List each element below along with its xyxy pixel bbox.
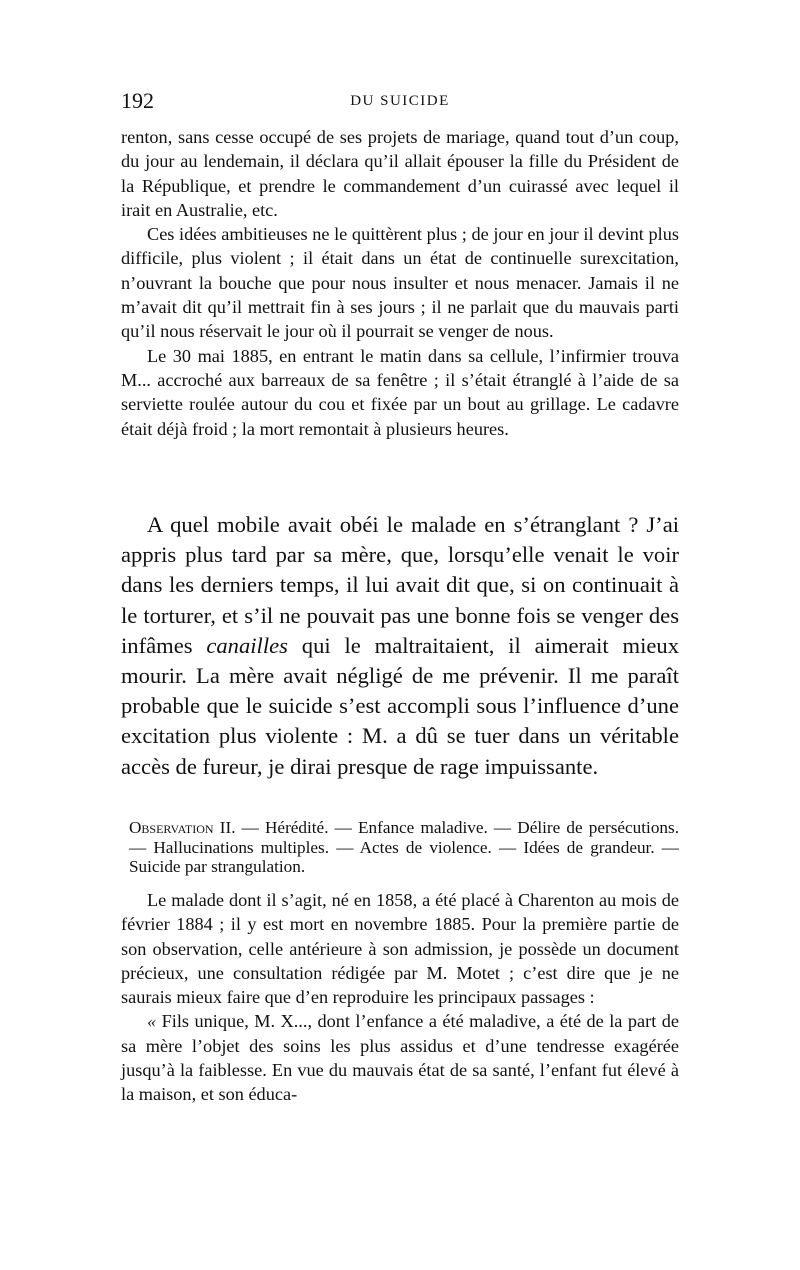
running-title: DU SUICIDE <box>350 93 450 109</box>
paragraph-motive <box>121 510 679 782</box>
paragraph-case-intro: Le malade dont il s’agit, né en 1858, a été placé à Charenton au mois de février 1884 ; il y est mort en novembre 1885. Pour la première partie de son observation, celle antérieure à son admission, je possède un document précieux, une consultation rédigée par M. Motet ; c’est dire que je ne saurais mieux faire que d’en reproduire les principaux passages : <box>121 890 679 1008</box>
observation-heading-block <box>121 818 679 877</box>
paragraph-ambitious-ideas: Ces idées ambitieuses ne le quittèrent plus ; de jour en jour il devint plus difficile, plus violent ; il était dans un état de continuelle surexcitation, n’ouvrant la bouche que pour nous insulter et nous menacer. Jamais il ne m’avait dit qu’il mettrait fin à ses jours ; il ne parlait que du mauvais parti qu’il nous réservait le jour où il pourrait se venger de nous. <box>121 224 679 342</box>
motive-text-start: A quel mobile avait obéi le malade en s’étranglant ? J’ai appris plus tard par sa mère, que, lorsqu’elle venait le voir dans les derniers temps, il lui avait dit que, si on continuait à le torturer, et s’il ne pouvait pas une bonne fois se venger des infâmes <box>121 512 679 658</box>
quote-text: Fils unique, M. X..., dont l’enfance a été maladive, a été de la part de sa mère l’objet des soins les plus assidus et d’une tendresse exagérée jusqu’à la faiblesse. En vue du mauvais état de sa santé, l’enfant fut élevé à la maison, et son éduca- <box>121 1011 679 1105</box>
observation-label: Observation II. <box>129 818 236 837</box>
observation-summary: — Hérédité. — Enfance maladive. — Délire de persécutions. — Hallucinations multiples. — Actes de violence. — Idées de grandeur. — Suicide par strangulation. <box>129 818 679 876</box>
case-section <box>121 888 679 1107</box>
page-header <box>121 88 679 118</box>
small-text-section <box>121 125 679 441</box>
large-text-section <box>121 510 679 782</box>
paragraph-continuation: renton, sans cesse occupé de ses projets de mariage, quand tout d’un coup, du jour au lendemain, il déclara qu’il allait épouser la fille du Président de la République, et prendre le commandement d’un cuirassé avec lequel il irait en Australie, etc. <box>121 127 679 220</box>
motive-text-end: qui le maltraitaient, il aimerait mieux mourir. La mère avait négligé de me prévenir. Il me paraît probable que le suicide s’est accompli sous l’influence d’une excitation plus violente : M. a dû se tuer dans un véritable accès de fureur, je dirai presque de rage impuissante. <box>121 632 679 779</box>
observation-heading <box>121 818 679 877</box>
opening-quote-mark: « <box>147 1011 157 1032</box>
emphasized-word: canailles <box>206 632 288 658</box>
page-number: 192 <box>121 88 154 113</box>
paragraph-death-report: Le 30 mai 1885, en entrant le matin dans sa cellule, l’infirmier trouva M... accroché aux barreaux de sa fenêtre ; il s’était étranglé à l’aide de sa serviette roulée autour du cou et fixée par un bout au grillage. Le cadavre était déjà froid ; la mort remontait à plusieurs heures. <box>121 345 679 439</box>
paragraph-consultation-quote <box>121 1009 679 1106</box>
